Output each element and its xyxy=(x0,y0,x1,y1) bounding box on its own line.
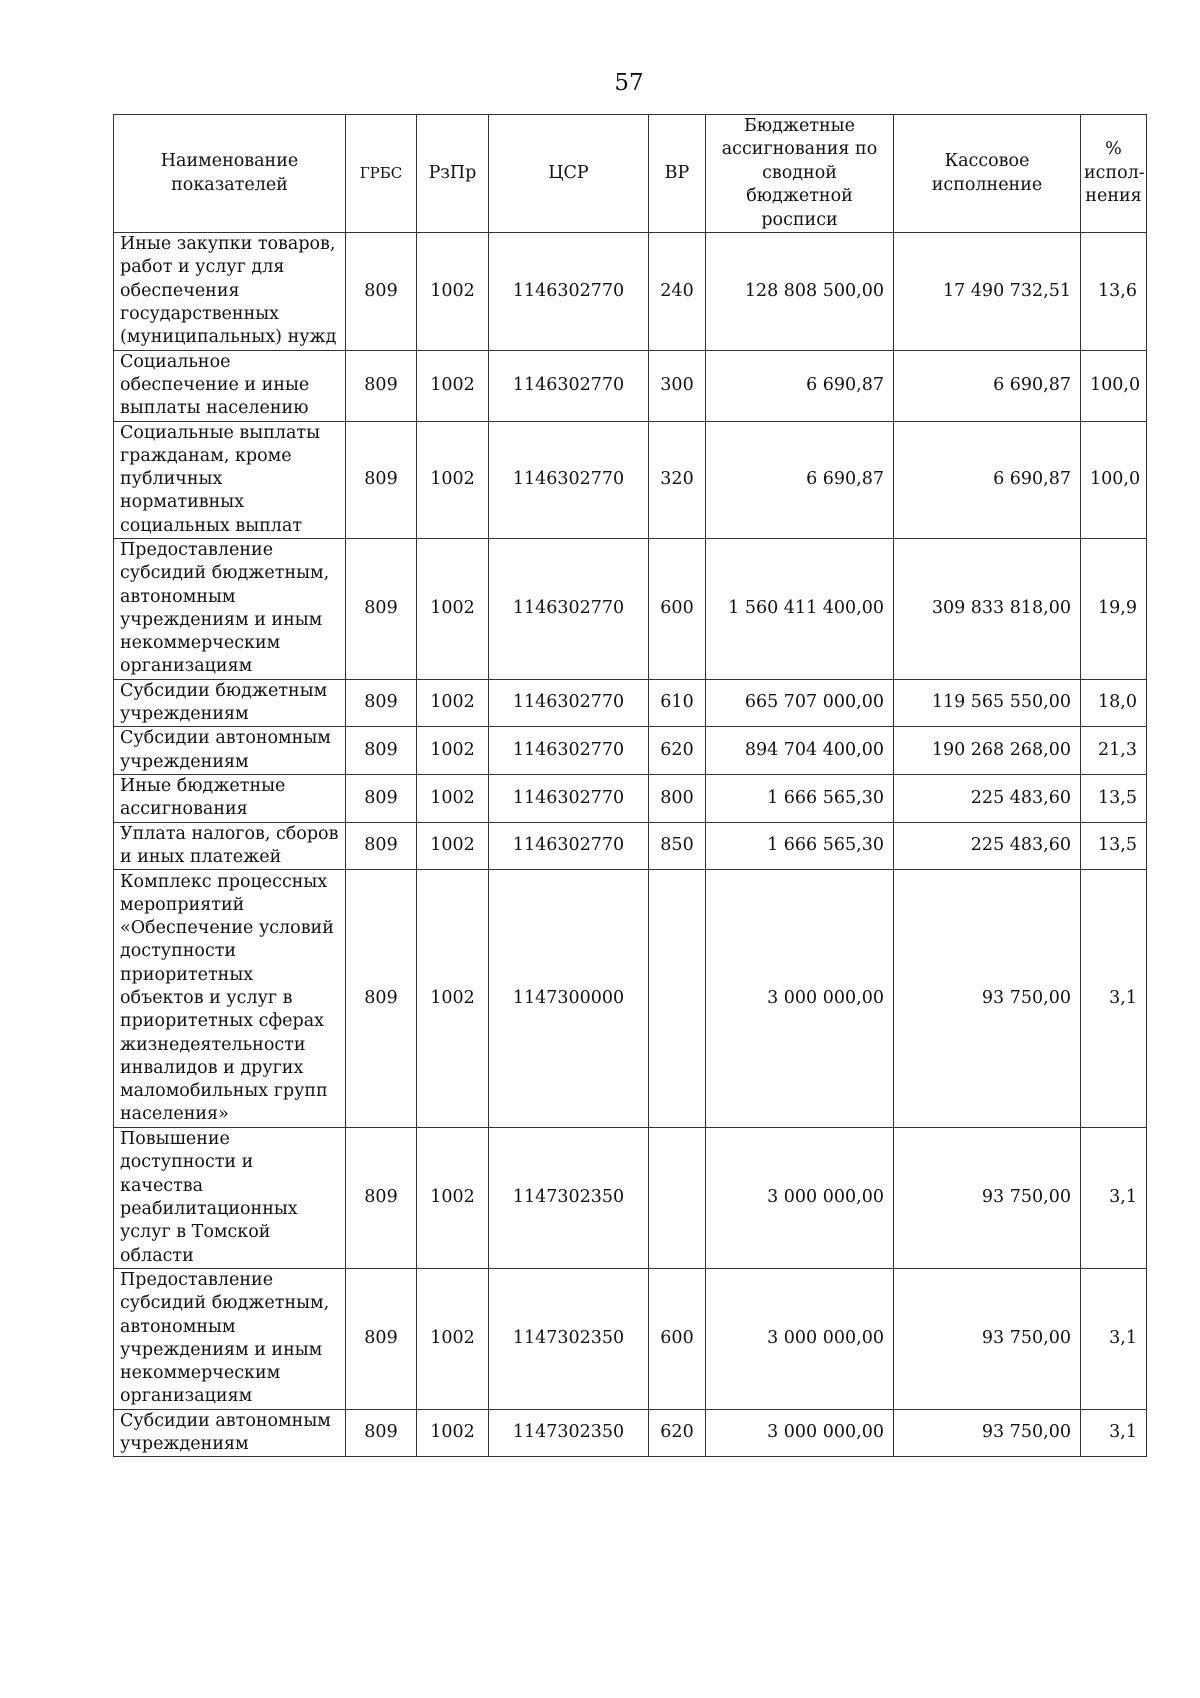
table-cell-rzpr: 1002 xyxy=(417,350,489,421)
table-cell-assign: 1 560 411 400,00 xyxy=(706,539,894,680)
table-cell-assign: 3 000 000,00 xyxy=(706,1268,894,1409)
table-row xyxy=(114,1409,1147,1457)
table-cell-rzpr: 1002 xyxy=(417,774,489,822)
table-cell-vr: 600 xyxy=(649,539,706,680)
table-cell-name: Социальное обеспечение и иные выплаты населению xyxy=(114,350,346,421)
table-row xyxy=(114,1128,1147,1269)
col-header-csr: ЦСР xyxy=(489,115,649,233)
table-cell-csr: 1146302770 xyxy=(489,539,649,680)
table-cell-cash: 119 565 550,00 xyxy=(894,679,1081,727)
table-cell-csr: 1147300000 xyxy=(489,870,649,1128)
table-cell-rzpr: 1002 xyxy=(417,822,489,870)
table-row xyxy=(114,1268,1147,1409)
table-cell-name: Предоставление субсидий бюджетным, автономным учреждениям и иным некоммерческим организациям xyxy=(114,539,346,680)
table-cell-rzpr: 1002 xyxy=(417,421,489,538)
table-cell-grbs: 809 xyxy=(346,774,417,822)
table-cell-assign: 1 666 565,30 xyxy=(706,774,894,822)
table-cell-grbs: 809 xyxy=(346,727,417,775)
table-row xyxy=(114,870,1147,1128)
table-cell-cash: 93 750,00 xyxy=(894,1268,1081,1409)
table-row xyxy=(114,421,1147,538)
table-cell-csr: 1147302350 xyxy=(489,1128,649,1269)
col-header-rzpr: РзПр xyxy=(417,115,489,233)
table-cell-name: Уплата налогов, сборов и иных платежей xyxy=(114,822,346,870)
table-cell-csr: 1146302770 xyxy=(489,679,649,727)
table-cell-vr: 610 xyxy=(649,679,706,727)
table-cell-pct: 18,0 xyxy=(1081,679,1147,727)
col-header-name: Наименование показателей xyxy=(114,115,346,233)
table-cell-vr: 240 xyxy=(649,233,706,350)
table-cell-csr: 1146302770 xyxy=(489,350,649,421)
page-number: 57 xyxy=(614,70,644,96)
col-header-cash: Кассовое исполнение xyxy=(894,115,1081,233)
table-cell-grbs: 809 xyxy=(346,233,417,350)
budget-table xyxy=(113,114,1147,1457)
table-cell-name: Иные бюджетные ассигнования xyxy=(114,774,346,822)
table-cell-csr: 1146302770 xyxy=(489,774,649,822)
table-row xyxy=(114,774,1147,822)
table-cell-name: Социальные выплаты гражданам, кроме публичных нормативных социальных выплат xyxy=(114,421,346,538)
table-cell-name: Повышение доступности и качества реабилитационных услуг в Томской области xyxy=(114,1128,346,1269)
table-cell-vr xyxy=(649,1128,706,1269)
table-cell-pct: 3,1 xyxy=(1081,870,1147,1128)
table-cell-name: Субсидии автономным учреждениям xyxy=(114,1409,346,1457)
table-cell-grbs: 809 xyxy=(346,539,417,680)
table-cell-grbs: 809 xyxy=(346,421,417,538)
table-cell-rzpr: 1002 xyxy=(417,679,489,727)
table-row xyxy=(114,233,1147,350)
table-cell-pct: 3,1 xyxy=(1081,1128,1147,1269)
table-cell-grbs: 809 xyxy=(346,822,417,870)
table-cell-rzpr: 1002 xyxy=(417,539,489,680)
table-cell-pct: 13,5 xyxy=(1081,822,1147,870)
table-cell-name: Субсидии бюджетным учреждениям xyxy=(114,679,346,727)
table-cell-rzpr: 1002 xyxy=(417,233,489,350)
table-cell-cash: 225 483,60 xyxy=(894,774,1081,822)
table-cell-assign: 128 808 500,00 xyxy=(706,233,894,350)
table-cell-pct: 3,1 xyxy=(1081,1268,1147,1409)
table-row xyxy=(114,350,1147,421)
table-cell-pct: 13,5 xyxy=(1081,774,1147,822)
table-cell-cash: 6 690,87 xyxy=(894,421,1081,538)
table-cell-grbs: 809 xyxy=(346,870,417,1128)
table-cell-cash: 6 690,87 xyxy=(894,350,1081,421)
table-cell-pct: 3,1 xyxy=(1081,1409,1147,1457)
table-cell-cash: 93 750,00 xyxy=(894,1409,1081,1457)
table-cell-csr: 1147302350 xyxy=(489,1409,649,1457)
table-row xyxy=(114,539,1147,680)
col-header-assign: Бюджетные ассигнования по сводной бюджетной росписи xyxy=(706,115,894,233)
table-cell-grbs: 809 xyxy=(346,1409,417,1457)
table-cell-cash: 309 833 818,00 xyxy=(894,539,1081,680)
table-cell-assign: 3 000 000,00 xyxy=(706,1128,894,1269)
table-cell-grbs: 809 xyxy=(346,1268,417,1409)
table-row xyxy=(114,679,1147,727)
table-cell-vr: 850 xyxy=(649,822,706,870)
table-cell-cash: 17 490 732,51 xyxy=(894,233,1081,350)
table-cell-assign: 894 704 400,00 xyxy=(706,727,894,775)
table-cell-name: Субсидии автономным учреждениям xyxy=(114,727,346,775)
table-cell-vr: 300 xyxy=(649,350,706,421)
table-cell-rzpr: 1002 xyxy=(417,1409,489,1457)
table-cell-csr: 1146302770 xyxy=(489,233,649,350)
table-row xyxy=(114,822,1147,870)
col-header-vr: ВР xyxy=(649,115,706,233)
table-cell-vr: 620 xyxy=(649,1409,706,1457)
table-cell-assign: 665 707 000,00 xyxy=(706,679,894,727)
table-cell-vr: 320 xyxy=(649,421,706,538)
table-cell-name: Комплекс процессных мероприятий «Обеспечение условий доступности приоритетных объектов и услуг в приоритетных сферах жизнедеятельности инвалидов и других маломобильных групп населения» xyxy=(114,870,346,1128)
col-header-pct: % испол-нения xyxy=(1081,115,1147,233)
table-cell-cash: 93 750,00 xyxy=(894,870,1081,1128)
table-cell-rzpr: 1002 xyxy=(417,727,489,775)
table-cell-name: Иные закупки товаров, работ и услуг для обеспечения государственных (муниципальных) нужд xyxy=(114,233,346,350)
table-cell-pct: 13,6 xyxy=(1081,233,1147,350)
table-cell-rzpr: 1002 xyxy=(417,1268,489,1409)
table-cell-pct: 19,9 xyxy=(1081,539,1147,680)
table-cell-assign: 6 690,87 xyxy=(706,350,894,421)
table-cell-csr: 1146302770 xyxy=(489,421,649,538)
table-cell-assign: 1 666 565,30 xyxy=(706,822,894,870)
table-cell-pct: 100,0 xyxy=(1081,421,1147,538)
table-cell-csr: 1146302770 xyxy=(489,727,649,775)
table-cell-cash: 225 483,60 xyxy=(894,822,1081,870)
table-cell-assign: 3 000 000,00 xyxy=(706,1409,894,1457)
table-row xyxy=(114,727,1147,775)
header-row xyxy=(114,115,1147,233)
col-header-grbs: ГРБС xyxy=(346,115,417,233)
table-cell-assign: 6 690,87 xyxy=(706,421,894,538)
table-cell-cash: 190 268 268,00 xyxy=(894,727,1081,775)
table-cell-pct: 100,0 xyxy=(1081,350,1147,421)
table-cell-vr xyxy=(649,870,706,1128)
table-cell-rzpr: 1002 xyxy=(417,1128,489,1269)
table-cell-grbs: 809 xyxy=(346,1128,417,1269)
table-cell-assign: 3 000 000,00 xyxy=(706,870,894,1128)
table-cell-grbs: 809 xyxy=(346,679,417,727)
table-cell-vr: 620 xyxy=(649,727,706,775)
table-cell-grbs: 809 xyxy=(346,350,417,421)
table-cell-rzpr: 1002 xyxy=(417,870,489,1128)
table-cell-cash: 93 750,00 xyxy=(894,1128,1081,1269)
table-cell-csr: 1146302770 xyxy=(489,822,649,870)
table-cell-vr: 800 xyxy=(649,774,706,822)
table-cell-name: Предоставление субсидий бюджетным, автономным учреждениям и иным некоммерческим организациям xyxy=(114,1268,346,1409)
table-cell-pct: 21,3 xyxy=(1081,727,1147,775)
table-cell-csr: 1147302350 xyxy=(489,1268,649,1409)
table-cell-vr: 600 xyxy=(649,1268,706,1409)
